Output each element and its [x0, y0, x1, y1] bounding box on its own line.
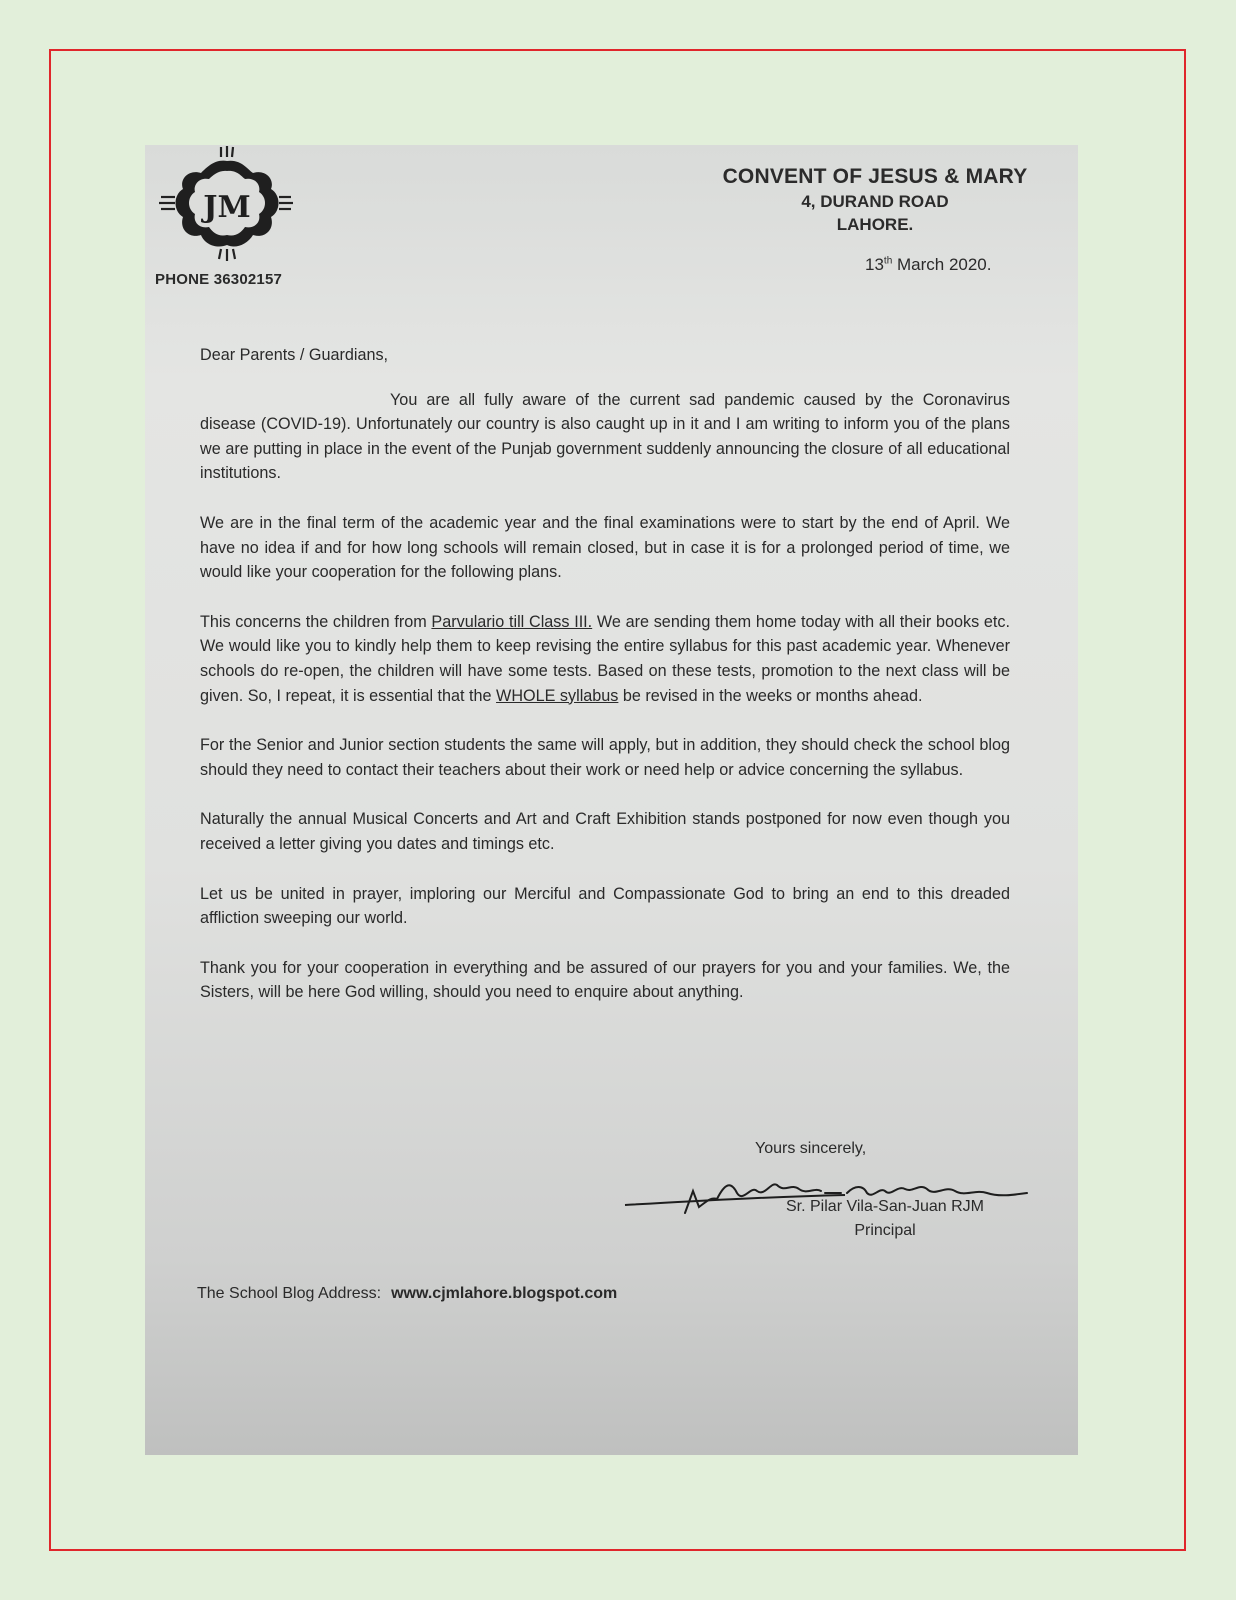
paragraph-3-end: be revised in the weeks or months ahead.: [618, 686, 923, 705]
letter-date: [865, 255, 992, 275]
address-line-2: LAHORE.: [836, 215, 914, 234]
logo-monogram: JM: [203, 190, 251, 225]
valediction: Yours sincerely,: [755, 1140, 867, 1157]
paragraph-4: For the Senior and Junior section students the same will apply, but in addition, they should check the school blog should they need to contact their teachers about their work or need help or advice concerning the syllabus.: [200, 736, 1010, 779]
paragraph-2: We are in the final term of the academic year and the final examinations were to start by the end of April. We have no idea if and for how long schools will remain closed, but in case it is for a prolonged period of time, we would like your cooperation for the following plans.: [200, 513, 1010, 582]
school-crest-logo: [155, 145, 295, 270]
paragraph-3: [200, 610, 1010, 708]
letter-body: [200, 343, 1010, 1030]
paragraph-6: Let us be united in prayer, imploring our Merciful and Compassionate God to bring an end to this dreaded affliction sweeping our world.: [200, 884, 1010, 928]
address-line-1: 4, DURAND ROAD: [801, 192, 949, 211]
phone-number: PHONE 36302157: [155, 271, 283, 288]
paragraph-5: Naturally the annual Musical Concerts and Art and Craft Exhibition stands postponed for now even though you received a letter giving you dates and timings etc.: [200, 810, 1010, 853]
signer-block: [765, 1195, 1005, 1243]
paragraph-3-start: This concerns the children from: [200, 612, 432, 631]
letter-sheet: [145, 145, 1078, 1455]
date-month-year: March 2020.: [892, 255, 992, 274]
blog-url: www.cjmlahore.blogspot.com: [391, 1285, 618, 1302]
salutation: Dear Parents / Guardians,: [200, 346, 389, 364]
date-suffix: th: [883, 255, 893, 267]
paragraph-3-middle: We are sending them home today with all their books etc. We would like you to kindly help them to keep revising the entire syllabus for this past academic year. Whenever schools do re-open, the children will have some tests. Based on these tests, promotion to the next class will be given. So, I repeat, it is essential that the: [200, 612, 1010, 705]
paragraph-7: Thank you for your cooperation in everything and be assured of our prayers for you and your families. We, the Sisters, will be here God willing, should you need to enquire about anything.: [200, 958, 1010, 1002]
school-address-block: [705, 165, 1045, 235]
school-blog-line: [197, 1285, 617, 1303]
signer-title: Principal: [854, 1222, 916, 1239]
signer-name: Sr. Pilar Vila-San-Juan RJM: [786, 1198, 984, 1215]
date-day: 13: [865, 255, 884, 274]
paragraph-1: You are all fully aware of the current sad pandemic caused by the Coronavirus disease (COVID-19). Unfortunately our country is also caught up in it and I am writing to inform you of the plans we are putting in place in the event of the Punjab government suddenly announcing the closure of all educational institutions.: [200, 390, 1010, 483]
underlined-whole-syllabus: WHOLE syllabus: [496, 686, 619, 705]
school-name: CONVENT OF JESUS & MARY: [722, 165, 1028, 188]
underlined-classes: Parvulario till Class III.: [431, 612, 593, 631]
blog-label: The School Blog Address:: [197, 1285, 382, 1302]
